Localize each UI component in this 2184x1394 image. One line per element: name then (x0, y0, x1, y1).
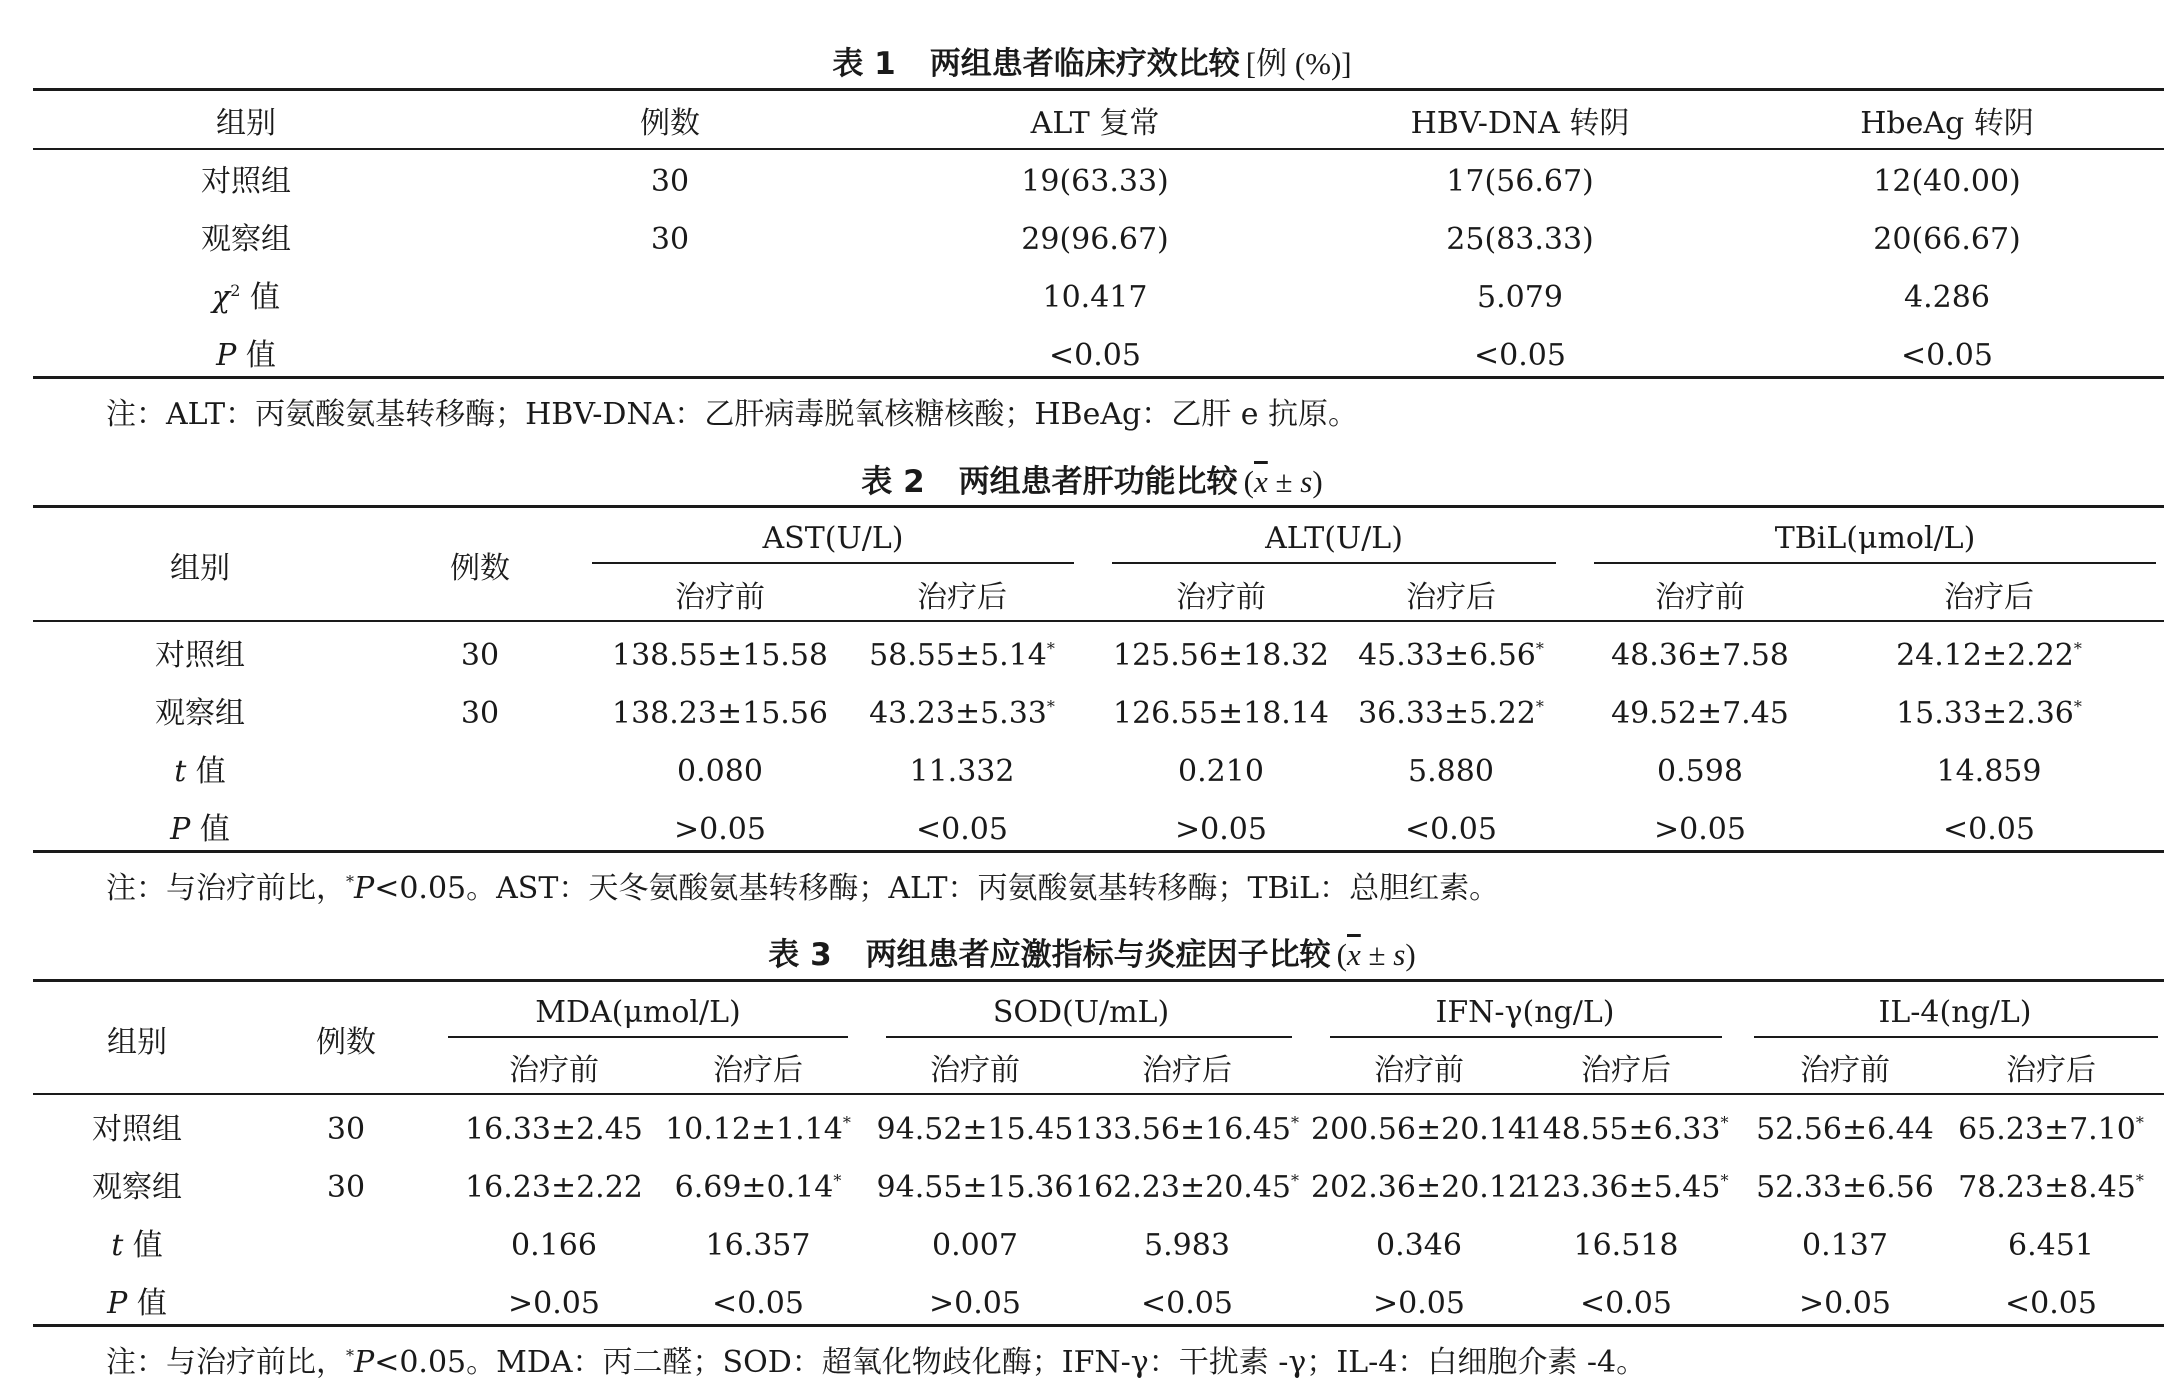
table1-header-count: 例数 (640, 106, 700, 141)
table2-header-rule (33, 620, 2164, 622)
table3-sod-underline (886, 1036, 1292, 1038)
table3-cell: 94.55±15.36 (876, 1170, 1074, 1205)
table3-mda-underline (448, 1036, 848, 1038)
table2-cell: >0.05 (674, 812, 766, 847)
table3-subheader-after: 治疗后 (1142, 1053, 1232, 1088)
table3-cell: <0.05 (2005, 1286, 2097, 1321)
table2-cell: 对照组 (155, 638, 245, 673)
table2-cell: 48.36±7.58 (1611, 638, 1789, 673)
table3-cell: t 值 (111, 1228, 163, 1263)
table3-cell: 52.33±6.56 (1756, 1170, 1934, 1205)
table3-subheader-before: 治疗前 (1374, 1053, 1464, 1088)
table3-cell: 148.55±6.33* (1523, 1112, 1729, 1147)
table3-ifn-underline (1330, 1036, 1722, 1038)
table1-caption (0, 38, 2184, 83)
table1-cell-hbeag: 4.286 (1904, 280, 1990, 315)
table2-cell: 126.55±18.14 (1113, 696, 1329, 731)
table2-cell: <0.05 (1943, 812, 2035, 847)
table3-cell: 16.518 (1573, 1228, 1679, 1263)
table1-header-alt: ALT 复常 (1030, 106, 1160, 141)
table3-cell: 200.56±20.14 (1311, 1112, 1527, 1147)
table3-cell: >0.05 (929, 1286, 1021, 1321)
table3-header-mda: MDA(μmol/L) (535, 995, 741, 1030)
table2-cell: >0.05 (1175, 812, 1267, 847)
table3-cell: 观察组 (92, 1170, 182, 1205)
table3-subheader-before: 治疗前 (509, 1053, 599, 1088)
table1-top-rule (33, 88, 2164, 91)
table2-subheader-after: 治疗后 (1406, 580, 1496, 615)
table3-cell: 162.23±20.45* (1075, 1170, 1299, 1205)
table3-header-il4: IL-4(ng/L) (1878, 995, 2032, 1030)
table2-subheader-before: 治疗前 (1655, 580, 1745, 615)
table1-cell-count: 30 (650, 222, 690, 257)
table3-cell: 16.357 (705, 1228, 811, 1263)
table1-cell-group: 观察组 (201, 222, 291, 257)
table3-caption (0, 929, 2184, 974)
table2-cell: 14.859 (1936, 754, 2042, 789)
table3-caption-suffix: $(\overline{x} \pm s)$ (1336, 937, 1416, 972)
table2-cell: 0.210 (1178, 754, 1264, 789)
table2-cell: 58.55±5.14* (869, 638, 1055, 673)
table1-cell-hbvdna: 17(56.67) (1446, 164, 1594, 199)
table2-cell: 11.332 (909, 754, 1015, 789)
table3-header-count: 例数 (316, 1025, 376, 1060)
table3-cell: 52.56±6.44 (1756, 1112, 1934, 1147)
table1-cell-hbeag: <0.05 (1901, 338, 1993, 373)
table3-subheader-after: 治疗后 (1581, 1053, 1671, 1088)
table1-cell-alt: 29(96.67) (1021, 222, 1169, 257)
table1-cell-alt: <0.05 (1049, 338, 1141, 373)
table2-top-rule (33, 505, 2164, 508)
table3-subheader-before: 治疗前 (930, 1053, 1020, 1088)
table3-cell: 16.33±2.45 (465, 1112, 643, 1147)
table2-cell: 36.33±5.22* (1358, 696, 1544, 731)
table3-cell: 6.69±0.14* (674, 1170, 842, 1205)
table1-caption-title: 两组患者临床疗效比较 (929, 46, 1240, 82)
table3-cell: 16.23±2.22 (465, 1170, 643, 1205)
table2-ast-underline (592, 562, 1074, 564)
table2-cell: 30 (460, 696, 500, 731)
table3-top-rule (33, 979, 2164, 982)
table3-cell: 65.23±7.10* (1958, 1112, 2144, 1147)
table3-cell: 对照组 (92, 1112, 182, 1147)
table2-tbil-underline (1594, 562, 2156, 564)
table2-subheader-before: 治疗前 (1176, 580, 1266, 615)
table2-header-count: 例数 (450, 551, 510, 586)
table3-note: 注：与治疗前比，*P<0.05。MDA：丙二醛；SOD：超氧化物歧化酶；IFN-γ：干扰素 -γ；IL-4：白细胞介素 -4。 (106, 1345, 1647, 1380)
table2-cell: 0.598 (1657, 754, 1743, 789)
table3-cell: <0.05 (712, 1286, 804, 1321)
table2-cell: 0.080 (677, 754, 763, 789)
table3-il4-underline (1754, 1036, 2158, 1038)
table1-cell-group: P 值 (216, 338, 276, 373)
table2-subheader-before: 治疗前 (675, 580, 765, 615)
table2-cell: <0.05 (916, 812, 1008, 847)
table3-subheader-after: 治疗后 (2006, 1053, 2096, 1088)
table2-cell: <0.05 (1405, 812, 1497, 847)
table1-cell-group: $\chi^2$ 值 (212, 280, 280, 315)
table2-cell: 24.12±2.22* (1896, 638, 2082, 673)
table1-cell-hbvdna: 25(83.33) (1446, 222, 1594, 257)
table2-cell: 43.23±5.33* (869, 696, 1055, 731)
table3-cell: 5.983 (1144, 1228, 1230, 1263)
table2-header-alt: ALT(U/L) (1265, 521, 1403, 556)
table2-caption (0, 456, 2184, 501)
table1-bottom-rule (33, 376, 2164, 379)
table1-cell-hbvdna: <0.05 (1474, 338, 1566, 373)
table2-header-tbil: TBiL(μmol/L) (1774, 521, 1976, 556)
table3-cell: 133.56±16.45* (1075, 1112, 1299, 1147)
table1-cell-hbeag: 12(40.00) (1873, 164, 2021, 199)
table3-cell: <0.05 (1580, 1286, 1672, 1321)
table3-cell: 0.007 (932, 1228, 1018, 1263)
table2-cell: P 值 (170, 812, 230, 847)
table1-header-hbeag: HbeAg 转阴 (1860, 106, 2034, 141)
table2-note: 注：与治疗前比，*P<0.05。AST：天冬氨酸氨基转移酶；ALT：丙氨酸氨基转移酶；TBiL：总胆红素。 (106, 871, 1500, 906)
table2-cell: t 值 (174, 754, 226, 789)
table1-header-group: 组别 (216, 106, 276, 141)
table2-cell: 138.55±15.58 (612, 638, 828, 673)
table2-cell: 观察组 (155, 696, 245, 731)
table3-cell: <0.05 (1141, 1286, 1233, 1321)
table2-cell: 49.52±7.45 (1611, 696, 1789, 731)
table3-subheader-after: 治疗后 (713, 1053, 803, 1088)
table3-header-ifn: IFN-γ(ng/L) (1435, 995, 1615, 1030)
table3-cell: >0.05 (1799, 1286, 1891, 1321)
table3-cell: 10.12±1.14* (665, 1112, 851, 1147)
table1-cell-alt: 19(63.33) (1021, 164, 1169, 199)
table3-cell: 0.137 (1802, 1228, 1888, 1263)
table3-cell: 30 (326, 1170, 366, 1205)
table2-cell: 45.33±6.56* (1358, 638, 1544, 673)
table3-header-sod: SOD(U/mL) (992, 995, 1170, 1030)
table1-caption-suffix: [例 (%)] (1245, 46, 1352, 81)
table2-subheader-after: 治疗后 (1944, 580, 2034, 615)
table1-cell-count: 30 (650, 164, 690, 199)
table1-caption-number: 表 1 (832, 46, 896, 82)
table3-caption-number: 表 3 (768, 937, 832, 973)
table2-cell: 125.56±18.32 (1113, 638, 1329, 673)
table2-header-ast: AST(U/L) (762, 521, 904, 556)
table3-cell: 0.346 (1376, 1228, 1462, 1263)
table3-cell: 78.23±8.45* (1958, 1170, 2144, 1205)
table3-bottom-rule (33, 1324, 2164, 1327)
table2-cell: 138.23±15.56 (612, 696, 828, 731)
table3-subheader-before: 治疗前 (1800, 1053, 1890, 1088)
table2-cell: >0.05 (1654, 812, 1746, 847)
table3-cell: 123.36±5.45* (1523, 1170, 1729, 1205)
table2-header-group: 组别 (170, 551, 230, 586)
table3-header-group: 组别 (107, 1025, 167, 1060)
table2-caption-suffix: $(\overline{x} \pm s)$ (1243, 464, 1323, 499)
table3-cell: 6.451 (2008, 1228, 2094, 1263)
table3-cell: 94.52±15.45 (876, 1112, 1074, 1147)
table2-bottom-rule (33, 850, 2164, 853)
table3-cell: >0.05 (1373, 1286, 1465, 1321)
table3-cell: 30 (326, 1112, 366, 1147)
table2-cell: 5.880 (1408, 754, 1494, 789)
table2-caption-title: 两组患者肝功能比较 (958, 464, 1238, 500)
table3-cell: >0.05 (508, 1286, 600, 1321)
table1-header-hbvdna: HBV-DNA 转阴 (1410, 106, 1630, 141)
table1-cell-hbvdna: 5.079 (1477, 280, 1563, 315)
table3-caption-title: 两组患者应激指标与炎症因子比较 (865, 937, 1331, 973)
table1-note: 注：ALT：丙氨酸氨基转移酶；HBV-DNA：乙肝病毒脱氧核糖核酸；HBeAg：乙肝 e 抗原。 (106, 397, 1359, 432)
table3-header-rule (33, 1093, 2164, 1095)
table1-cell-hbeag: 20(66.67) (1873, 222, 2021, 257)
table1-cell-group: 对照组 (201, 164, 291, 199)
table2-cell: 15.33±2.36* (1896, 696, 2082, 731)
table2-subheader-after: 治疗后 (917, 580, 1007, 615)
table1-header-rule (33, 148, 2164, 150)
table2-caption-number: 表 2 (861, 464, 925, 500)
table3-cell: 0.166 (511, 1228, 597, 1263)
table2-cell: 30 (460, 638, 500, 673)
table3-cell: P 值 (107, 1286, 167, 1321)
table1-cell-alt: 10.417 (1042, 280, 1148, 315)
table2-alt-underline (1112, 562, 1556, 564)
table3-cell: 202.36±20.12 (1311, 1170, 1527, 1205)
